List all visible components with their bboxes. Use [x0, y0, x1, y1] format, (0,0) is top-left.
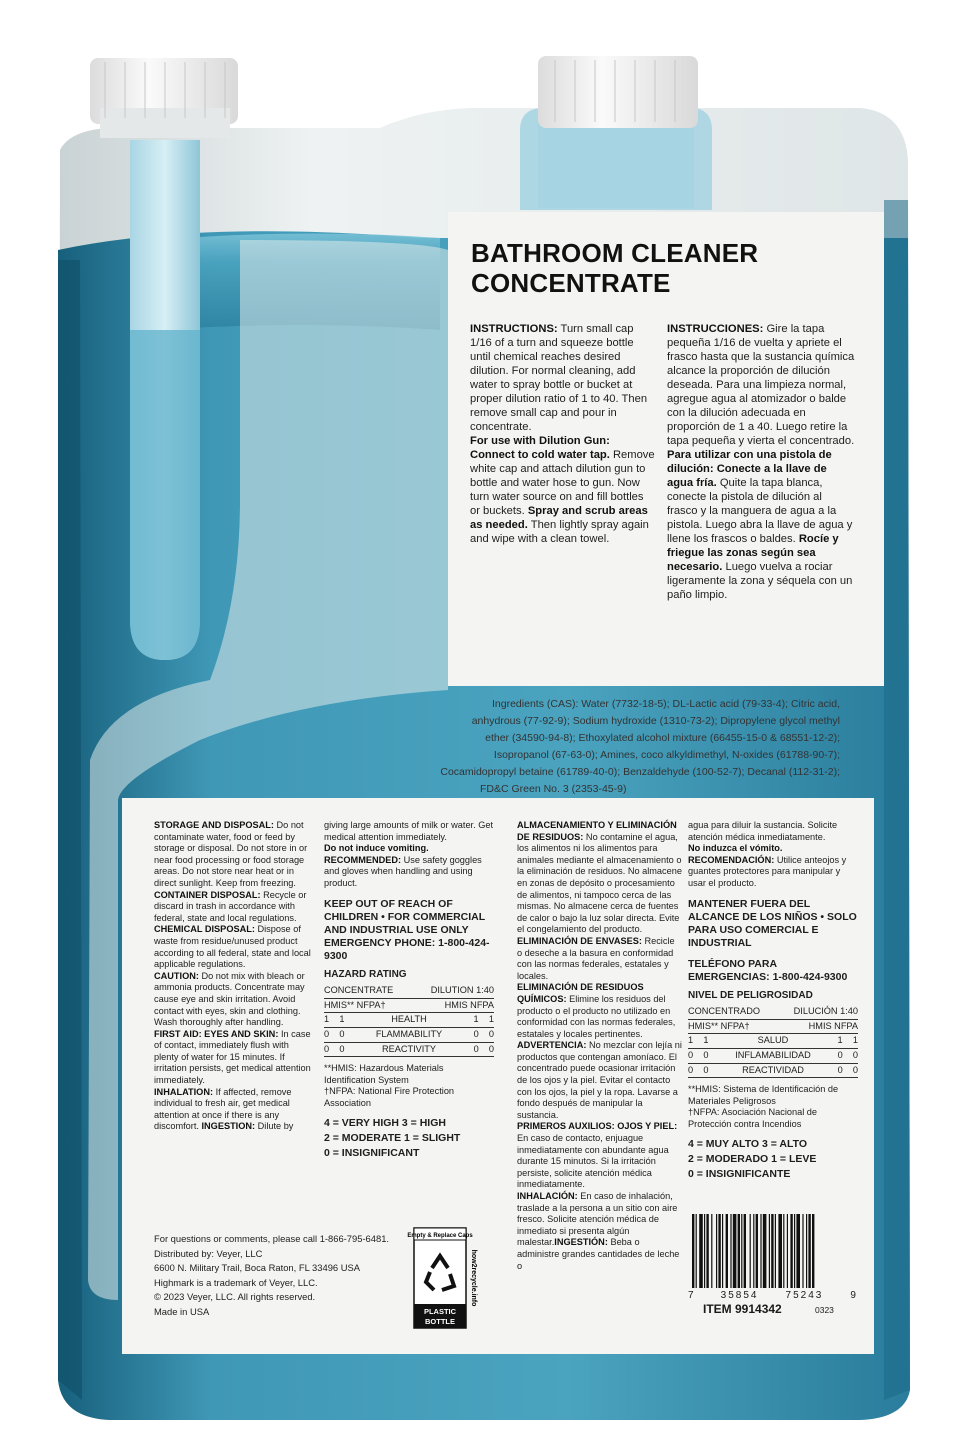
- upc-digit: 9: [850, 1290, 856, 1301]
- scale-line: 0 = INSIGNIFICANT: [324, 1146, 420, 1159]
- upc-digits: 35854: [720, 1290, 759, 1301]
- primeros-auxilios-heading: PRIMEROS AUXILIOS: OJOS Y PIEL:: [517, 1121, 678, 1132]
- barcode-bar: [711, 1214, 712, 1288]
- hmis-note-es: **HMIS: Sistema de Identificación de Materiales Peligrosos: [688, 1084, 839, 1106]
- container-text: Recycle or discard in trash in accordance with federal, state and local regulations.: [154, 889, 307, 923]
- nfpa-note: †NFPA: National Fire Protection Association: [324, 1086, 455, 1108]
- hmis-nfpa-label-es: HMIS** NFPA†: [688, 1020, 750, 1031]
- escala-peligro: [688, 1137, 858, 1182]
- scale-line: 0 = INSIGNIFICANTE: [688, 1167, 791, 1180]
- ingredients-list: [300, 696, 840, 798]
- flammability-label: FLAMMABILITY: [375, 1028, 443, 1039]
- dilution-gun-heading: For use with Dilution Gun: Connect to cold water tap.: [470, 435, 610, 461]
- almacenamiento-text: No contamine el agua, los alimentos ni los alimentos para animales mediante el almacenamiento o la eliminación de residuos. No almacene en zonas de depósito o procesamiento de alimentos, ni tampoco cerca de las mismas. No almacene cerca de fuentes de calor o bajo la luz solar directa. Evite el congelamiento del producto.: [517, 831, 682, 935]
- plastic-text: PLASTIC: [423, 1307, 457, 1316]
- barcode-bar: [716, 1214, 717, 1288]
- contact-line: 6600 N. Military Trail, Boca Raton, FL 33496 USA: [154, 1262, 360, 1274]
- barcode-bar: [771, 1214, 773, 1288]
- barcode-bar: [706, 1214, 708, 1288]
- barcode-bar: [722, 1214, 723, 1288]
- primeros-auxilios-text: En caso de contacto, enjuague inmediatamente con abundante agua durante 15 minutos. Si la irritación persiste, solicite atención médica inmediatamente.: [517, 1133, 669, 1190]
- hmis-nfpa-label-es-2: HMIS NFPA: [808, 1020, 858, 1031]
- ingredients-line: FD&C Green No. 3 (2353-45-9): [480, 783, 627, 795]
- hazard-column-spanish: [688, 820, 858, 1182]
- advertencia-heading: ADVERTENCIA:: [517, 1040, 587, 1051]
- bottle-text: BOTTLE: [425, 1317, 455, 1326]
- recommended-text: Use safety goggles and gloves when handling and using product.: [324, 854, 482, 888]
- contact-line: Highmark is a trademark of Veyer, LLC.: [154, 1276, 318, 1288]
- barcode-bar: [794, 1214, 795, 1288]
- barcode-bar: [692, 1214, 694, 1288]
- nivel-row-salud: [688, 1034, 858, 1049]
- salud-label: SALUD: [757, 1035, 789, 1046]
- nivel-subheader-row: [688, 1020, 858, 1035]
- barcode-bar: [775, 1214, 776, 1288]
- barcode-bar: [718, 1214, 720, 1288]
- pistola-heading: Para utilizar con una pistola de dilución: Conecte a la llave de agua fría.: [667, 449, 832, 489]
- barcode-bar: [783, 1214, 784, 1288]
- quimicos-text: Elimine los residuos del producto o el producto no utilizado en conformidad con las normas federales, estatales y locales pertinentes.: [517, 993, 676, 1039]
- contact-line: © 2023 Veyer, LLC. All rights reserved.: [154, 1291, 316, 1303]
- barcode: [688, 1214, 856, 1290]
- hazard-value: 0 0: [688, 1049, 709, 1060]
- hazard-subheader-row: [324, 999, 494, 1014]
- instructions-heading: INSTRUCTIONS:: [470, 323, 558, 335]
- contact-line: Made in USA: [154, 1305, 210, 1317]
- instructions-text-3: Then lightly spray again and wipe with a clean towel.: [470, 519, 649, 545]
- inhalacion-heading: INHALACIÓN:: [517, 1191, 578, 1201]
- spray-scrub-text: Spray and scrub areas as needed.: [470, 505, 648, 531]
- barcode-bar: [704, 1214, 705, 1288]
- instrucciones-text-2: Quite la tapa blanca, conecte la pistola de dilución al frasco y la manguera de agua a la pistola. Luego abra la llave de agua y llene los frascos o baldes.: [667, 477, 853, 545]
- recycle-icon: [407, 1228, 480, 1328]
- storage-heading: STORAGE AND DISPOSAL:: [154, 820, 274, 830]
- hazard-value: 1 1: [837, 1035, 858, 1046]
- hazard-value: 0 0: [473, 1028, 494, 1039]
- first-aid-text: In case of contact, immediately flush with plenty of water for 15 minutes. If irritation persists, get medical attention immediately.: [154, 1028, 311, 1086]
- barcode-bar: [699, 1214, 703, 1288]
- barcode-bar: [730, 1214, 731, 1288]
- instrucciones-text-1: Gire la tapa pequeña 1/16 de vuelta y apriete el frasco hasta que la sustancia química alcance la proporción de dilución deseada. Para una limpieza normal, agregue agua al atomizador o balde con la dilución adecuada en proporción de 1 a 40. Luego retire la tapa pequeña y vierta el concentrado.: [667, 323, 855, 447]
- nivel-peligrosidad-title: NIVEL DE PELIGROSIDAD: [688, 989, 813, 1001]
- nfpa-note-es: †NFPA: Asociación Nacional de Protección contra Incendios: [688, 1107, 818, 1129]
- ingestion-text: Dilute by: [255, 1121, 294, 1132]
- nivel-row-inflamabilidad: [688, 1049, 858, 1064]
- almacenamiento-column: [517, 820, 682, 1272]
- ingredients-line: Isopropanol (67-63-0); Amines, coco alkyldimethyl, N-oxides (61788-90-7);: [493, 749, 840, 761]
- barcode-bar: [812, 1214, 814, 1288]
- barcode-bar: [808, 1214, 810, 1288]
- children-warning: KEEP OUT OF REACH OF CHILDREN • FOR COMMERCIAL AND INDUSTRIAL USE ONLY EMERGENCY PHONE: 1-800-424-9300: [324, 897, 490, 962]
- dilution-label: DILUTION 1:40: [430, 985, 494, 996]
- contact-line: For questions or comments, please call 1-866-795-6481.: [154, 1233, 390, 1244]
- contact-line: Distributed by: Veyer, LLC: [154, 1247, 263, 1259]
- barcode-bar: [744, 1214, 746, 1288]
- hazard-value: 0 0: [324, 1043, 345, 1054]
- ninos-warning: MANTENER FUERA DEL ALCANCE DE LOS NIÑOS • SOLO PARA USO COMERCIAL E INDUSTRIAL: [688, 897, 857, 949]
- scale-line: 2 = MODERATE 1 = SLIGHT: [324, 1131, 461, 1144]
- scale-line: 4 = VERY HIGH 3 = HIGH: [324, 1116, 446, 1129]
- quimicos-heading: ELIMINACIÓN DE RESIDUOS QUÍMICOS:: [517, 982, 644, 1004]
- hazard-value: 1 1: [324, 1014, 345, 1025]
- first-aid-heading: FIRST AID: EYES AND SKIN:: [154, 1028, 279, 1039]
- product-title: [471, 238, 871, 298]
- instructions-text-2: Remove white cap and attach dilution gun to bottle and water hose to gun. Now turn water source on and fill bottles or buckets.: [470, 449, 655, 517]
- how2recycle-text: how2recycle.info: [470, 1249, 477, 1307]
- barcode-bar: [753, 1214, 754, 1288]
- hazard-value: 0 0: [688, 1064, 709, 1075]
- recycle-top-text: Empty & Replace Caps: [407, 1233, 473, 1239]
- reactividad-label: REACTIVIDAD: [742, 1064, 804, 1075]
- distributor-info: [154, 1232, 404, 1320]
- upc-digits: 75243: [785, 1290, 824, 1301]
- barcode-bar: [802, 1214, 803, 1288]
- chemical-heading: CHEMICAL DISPOSAL:: [154, 924, 255, 935]
- barcode-bar: [696, 1214, 697, 1288]
- no-vomit-warning: Do not induce vomiting.: [324, 843, 429, 854]
- hmis-nfpa-label-2: HMIS NFPA: [444, 999, 494, 1010]
- barcode-bar: [778, 1214, 782, 1288]
- ingestion-heading: INGESTION:: [201, 1121, 256, 1132]
- instructions-spanish: [667, 322, 855, 602]
- concentrado-label: CONCENTRADO: [688, 1006, 760, 1017]
- upc-number: [688, 1290, 856, 1301]
- instrucciones-heading: INSTRUCCIONES:: [667, 323, 764, 335]
- nivel-header-row: [688, 1005, 858, 1020]
- barcode-bar: [790, 1214, 792, 1288]
- barcode-bar: [750, 1214, 751, 1288]
- instructions-english: [470, 322, 656, 546]
- storage-disposal-column: [154, 820, 314, 1133]
- advertencia-text: No mezclar con lejía ni productos que contengan amoníaco. El concentrado puede ocasionar irritación de los ojos y la piel. Evitar el contacto con los ojos, la piel y la ropa. Lavarse a fondo después de manipular la sustancia.: [517, 1040, 682, 1120]
- hazard-row-reactivity: [324, 1043, 494, 1058]
- reactivity-label: REACTIVITY: [381, 1043, 437, 1054]
- barcode-bar: [787, 1214, 788, 1288]
- hazard-scale: [324, 1116, 494, 1161]
- hazard-row-health: [324, 1013, 494, 1028]
- dilucion-label: DILUCIÓN 1:40: [793, 1006, 858, 1017]
- barcode-bar: [760, 1214, 761, 1288]
- barcode-bar: [769, 1214, 770, 1288]
- no-vomito-warning: No induzca el vómito.: [688, 843, 783, 854]
- ingredients-line: Cocamidopropyl betaine (61789-40-0); Benzaldehyde (100-52-7); Decanal (112-31-2);: [440, 766, 840, 778]
- title-line-2: CONCENTRATE: [471, 268, 671, 298]
- recomendacion-text: Utilice anteojos y guantes protectores para manipular y usar el producto.: [688, 854, 847, 888]
- barcode-bar: [741, 1214, 742, 1288]
- barcode-bar: [733, 1214, 737, 1288]
- instrucciones-text-3: Luego vuelva a rociar ligeramente la zona y séquela con un paño limpio.: [667, 561, 853, 601]
- hazard-value: 0 0: [473, 1043, 494, 1054]
- caution-heading: CAUTION:: [154, 970, 199, 981]
- inflamabilidad-label: INFLAMABILIDAD: [735, 1049, 811, 1060]
- item-number: ITEM 9914342: [703, 1302, 782, 1316]
- instructions-text-1: Turn small cap 1/16 of a turn and squeeze bottle until chemical reaches desired dilution. For normal cleaning, add water to spray bottle or bucket at proper dilution ratio of 1 to 40. Then remove small cap and pour in concentrate.: [470, 323, 648, 433]
- inhalacion-text: En caso de inhalación, traslade a la persona a un sitio con aire fresco. Solicite atención médica de inmediato si presenta algún malestar.: [517, 1191, 678, 1248]
- barcode-bar: [763, 1214, 767, 1288]
- envases-heading: ELIMINACIÓN DE ENVASES:: [517, 935, 642, 946]
- hazard-column-english: [324, 820, 494, 1161]
- barcode-bar: [738, 1214, 740, 1288]
- hazard-value: 0 0: [324, 1028, 345, 1039]
- rocie-text: Rocíe y friegue las zonas según sea necesario.: [667, 533, 839, 573]
- scale-line: 4 = MUY ALTO 3 = ALTO: [688, 1137, 808, 1150]
- health-label: HEALTH: [391, 1014, 427, 1025]
- hazard-value: 1 1: [473, 1014, 494, 1025]
- hazard-value: 0 0: [837, 1064, 858, 1075]
- container-heading: CONTAINER DISPOSAL:: [154, 889, 261, 900]
- ingredients-line: ether (34590-94-8); Ethoxylated alcohol mixture (66455-15-0 & 68551-12-2);: [485, 732, 840, 744]
- recomendacion-heading: RECOMENDACIÓN:: [688, 854, 775, 865]
- almacenamiento-heading: ALMACENAMIENTO Y ELIMINACIÓN DE RESIDUOS:: [517, 820, 677, 842]
- hmis-nfpa-label: HMIS** NFPA†: [324, 999, 386, 1010]
- upc-digit: 7: [688, 1290, 694, 1301]
- inhalation-text: If affected, remove individual to fresh air, get medical attention at once if there is any discomfort.: [154, 1086, 292, 1132]
- ingestion-es-text: Beba o administre grandes cantidades de leche o: [517, 1237, 680, 1271]
- lot-code: 0323: [815, 1305, 834, 1315]
- caution-text: Do not mix with bleach or ammonia products. Concentrate may cause eye and skin irritation. Avoid contact with eyes, skin and clothing. Wash thoroughly after handling.: [154, 970, 305, 1028]
- scale-line: 2 = MODERADO 1 = LEVE: [688, 1152, 817, 1165]
- telefono-emergencias: TELÉFONO PARA EMERGENCIAS: 1-800-424-9300: [688, 957, 848, 983]
- nivel-row-reactividad: [688, 1064, 858, 1079]
- barcode-bar: [806, 1214, 807, 1288]
- hazard-header-row: [324, 984, 494, 999]
- ingestion-continued: giving large amounts of milk or water. Get medical attention immediately.: [324, 820, 494, 842]
- chemical-text: Dispose of waste from residue/unused product according to all federal, state and local applicable regulations.: [154, 924, 311, 970]
- hazard-row-flammability: [324, 1028, 494, 1043]
- ingestion-es-continued: agua para diluir la sustancia. Solicite atención médica inmediatamente.: [688, 820, 838, 842]
- ingestion-es-heading: INGESTIÓN:: [554, 1237, 608, 1248]
- hmis-note: **HMIS: Hazardous Materials Identification System: [324, 1063, 444, 1085]
- hazard-value: 1 1: [688, 1035, 709, 1046]
- barcode-bar: [726, 1214, 728, 1288]
- barcode-bar: [796, 1214, 800, 1288]
- envases-text: Recicle o deseche a la basura en conformidad con las normas federales, estatales y locales.: [517, 935, 675, 981]
- hazard-rating-title: HAZARD RATING: [324, 968, 407, 980]
- ingredients-line: anhydrous (77-92-9); Sodium hydroxide (1310-73-2); Dipropylene glycol methyl: [471, 715, 840, 727]
- title-line-1: BATHROOM CLEANER: [471, 238, 759, 268]
- ingredients-line: Ingredients (CAS): Water (7732-18-5); DL-Lactic acid (79-33-4); Citric acid,: [492, 698, 840, 710]
- storage-text: Do not contaminate water, food or feed by storage or disposal. Do not store in or near food processing or food storage areas. Do not store near heat or in direct sunlight. Keep from freezing.: [154, 820, 308, 888]
- hazard-value: 0 0: [837, 1049, 858, 1060]
- barcode-bar: [756, 1214, 758, 1288]
- inhalation-heading: INHALATION:: [154, 1086, 214, 1097]
- concentrate-label: CONCENTRATE: [324, 985, 394, 996]
- recommended-heading: RECOMMENDED:: [324, 854, 402, 865]
